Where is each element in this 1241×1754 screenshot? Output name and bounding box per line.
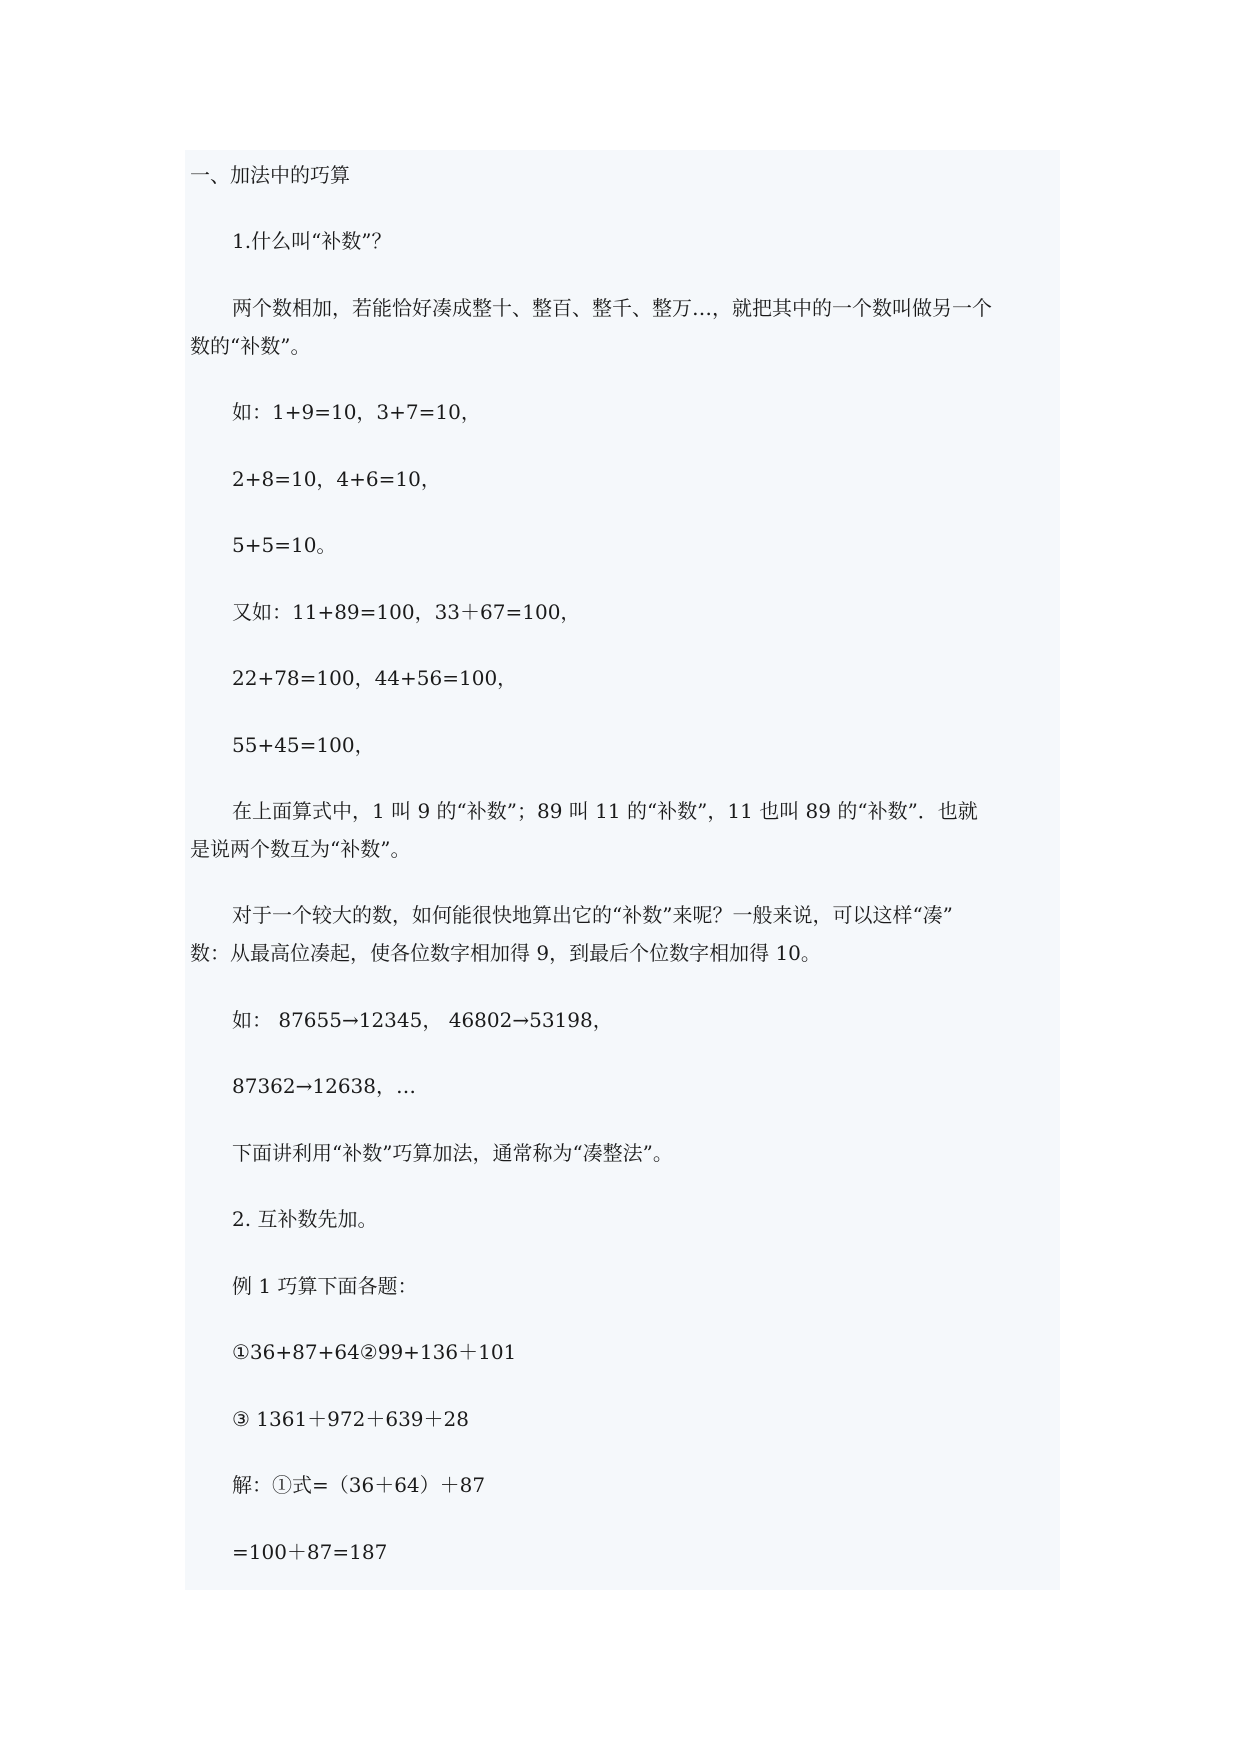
paragraph-line: 两个数相加，若能恰好凑成整十、整百、整千、整万…，就把其中的一个数叫做另一个 [232,296,992,320]
paragraph-line: 数的“补数”。 [190,334,311,358]
paragraph-line: 在上面算式中，1 叫 9 的“补数”；89 叫 11 的“补数”，11 也叫 89 的“补数”．也就 [232,799,978,823]
example-line: 5+5=10。 [232,533,337,557]
example-title: 例 1 巧算下面各题： [232,1274,418,1298]
problem-line: ③ 1361＋972＋639＋28 [232,1407,469,1431]
paragraph-line: 数：从最高位凑起，使各位数字相加得 9，到最后个位数字相加得 10。 [190,941,821,965]
paragraph-line: 下面讲利用“补数”巧算加法，通常称为“凑整法”。 [232,1141,673,1165]
paragraph-line: 是说两个数互为“补数”。 [190,837,411,861]
example-line: 55+45=100， [232,733,375,757]
section-heading: 一、加法中的巧算 [190,163,350,187]
paragraph-line: 对于一个较大的数，如何能很快地算出它的“补数”来呢？一般来说，可以这样“凑” [232,903,953,927]
problem-line: ①36+87+64②99+136＋101 [232,1340,517,1364]
example-line: 如：1+9=10，3+7=10， [232,400,481,424]
document-panel [185,150,1060,1590]
example-line: 22+78=100，44+56=100， [232,666,518,690]
example-line: 2+8=10，4+6=10， [232,467,441,491]
example-line: 又如：11+89=100，33＋67=100， [232,600,581,624]
example-line: 87362→12638，… [232,1074,417,1098]
solution-line: =100＋87=187 [232,1540,388,1564]
solution-line: 解：①式=（36＋64）＋87 [232,1473,486,1497]
example-line: 如： 87655→12345， 46802→53198， [232,1008,613,1032]
subsection-heading: 2. 互补数先加。 [232,1207,378,1231]
subsection-heading: 1.什么叫“补数”？ [232,229,392,253]
